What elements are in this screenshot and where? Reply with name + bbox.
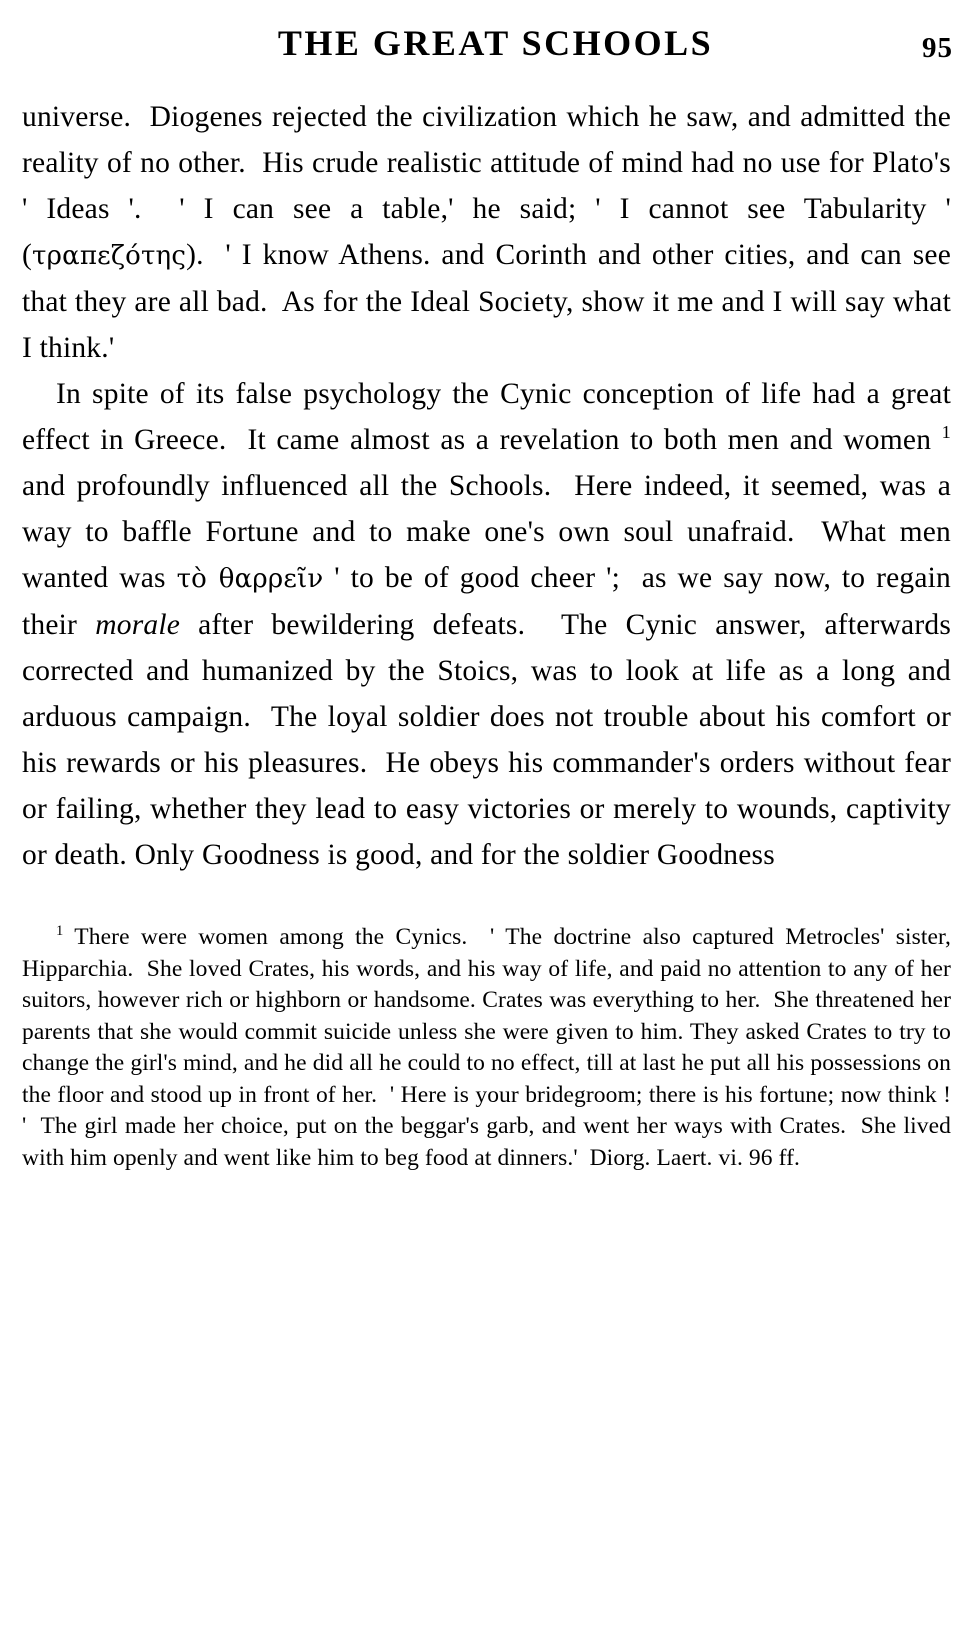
running-title: THE GREAT SCHOOLS	[277, 23, 714, 63]
paragraph-2: In spite of its false psychology the Cynic conception of life had a great effect in Greece. It came almost as a revelation to both men and women $^1$ and profoundly influenced all the Schools. Here indeed, it seemed, was a way to baffle Fortune and to make one's own soul unafraid. What men wanted was τὸ θαρρεῖν ' to be of good cheer '; as we say now, to regain their morale after bewildering defeats. The Cynic answer, afterwards corrected and humanized by the Stoics, was to look at life as a long and arduous campaign. The loyal soldier does not trouble about his comfort or his rewards or his pleasures. He obeys his commander's orders without fear or failing, whether they lead to easy victories or merely to wounds, captivity or death. Only Goodness is good, and for the soldier Goodness	[22, 378, 951, 871]
footnote-marker-1: 1	[56, 923, 64, 940]
page-header	[18, 22, 955, 80]
greek-term-tabularity: τραπεζότης	[32, 241, 187, 271]
footnote-1: $^1$ There were women among the Cynics. ' The doctrine also captured Metrocles' sister, Hipparchia. She loved Crates, his words, and his way of life, and paid no attention to any of her suitors, however rich or highborn or handsome. Crates was everything to her. She threatened her parents that she would commit suicide unless she were given to him. They asked Crates to try to change the girl's mind, and he did all he could to no effect, till at last he put all his possessions on the floor and stood up in front of her. ' Here is your bridegroom; there is his fortune; now think ! ' The girl made her choice, put on the beggar's garb, and went her ways with Crates. She lived with him openly and went like him to beg food at dinners.' Diorg. Laert. vi. 96 ff.	[22, 923, 951, 1171]
emphasis-morale: morale	[95, 609, 181, 641]
greek-term-tharrein: τὸ θαρρεῖν	[176, 564, 324, 594]
footnote-reference-1: 1	[941, 422, 951, 443]
paragraph-1: universe. Diogenes rejected the civilization which he saw, and admitted the reality of no other. His crude realistic attitude of mind had no use for Plato's ' Ideas '. ' I can see a table,' he said; ' I cannot see Tabularity ' (τραπεζότης). ' I know Athens. and Corinth and other cities, and can see that they are all bad. As for the Ideal Society, show it me and I will say what I think.'	[22, 101, 951, 364]
footnote-block	[22, 922, 951, 1174]
body-text	[22, 94, 951, 878]
page-number: 95	[922, 32, 953, 64]
